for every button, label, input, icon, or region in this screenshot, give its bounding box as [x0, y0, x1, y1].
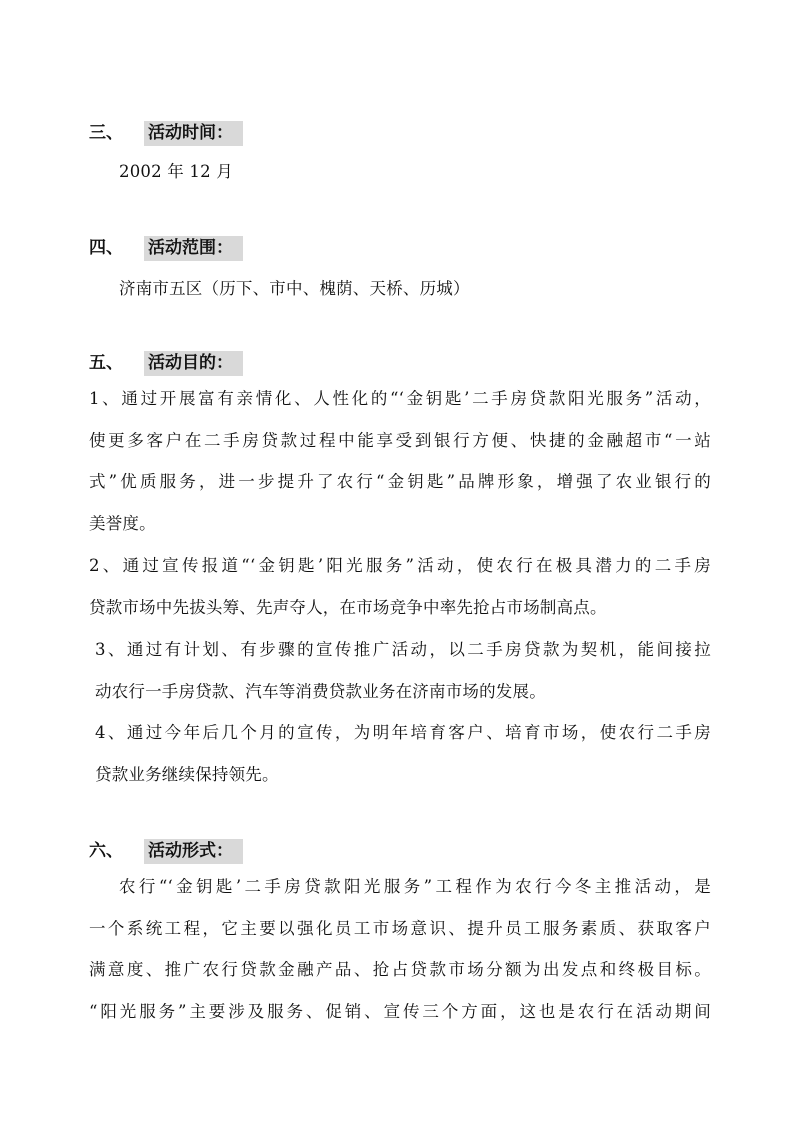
section-number: 四、 — [89, 238, 123, 258]
paragraph-line: 满意度、推广农行贷款金融产品、抢占贷款市场分额为出发点和终极目标。 — [89, 960, 711, 979]
section-heading-purpose — [89, 348, 243, 373]
section-title: 活动目的： — [144, 351, 243, 376]
section-title: 活动范围： — [144, 236, 243, 261]
paragraph-line: 一个系统工程，它主要以强化员工市场意识、提升员工服务素质、获取客户 — [89, 918, 711, 938]
section-title: 活动时间： — [144, 121, 243, 146]
section-title: 活动形式： — [144, 839, 243, 864]
purpose-item-3 — [95, 629, 711, 712]
paragraph-line: “阳光服务”主要涉及服务、促销、宣传三个方面，这也是农行在活动期间 — [89, 1001, 711, 1021]
activity-form-paragraph — [89, 866, 711, 1032]
paragraph-line: 贷款市场中先拔头筹、先声夺人，在市场竞争中率先抢占市场制高点。 — [89, 597, 607, 617]
paragraph-line: 美誉度。 — [89, 513, 156, 533]
paragraph-line: 1、通过开展富有亲情化、人性化的“‘金钥匙’二手房贷款阳光服务”活动， — [89, 389, 711, 408]
section-heading-scope — [89, 233, 243, 258]
section-number: 三、 — [89, 123, 123, 143]
purpose-item-1 — [89, 378, 711, 544]
section-heading-time — [89, 118, 243, 143]
paragraph-line: 农行“‘金钥匙’二手房贷款阳光服务”工程作为农行今冬主推活动，是 — [119, 877, 711, 896]
paragraph-line: 动农行一手房贷款、汽车等消费贷款业务在济南市场的发展。 — [95, 681, 546, 701]
paragraph-line: 使更多客户在二手房贷款过程中能享受到银行方便、快捷的金融超市“一站 — [89, 430, 711, 450]
purpose-item-2 — [89, 545, 711, 628]
section-number: 五、 — [89, 353, 123, 373]
purpose-item-4 — [95, 712, 711, 795]
paragraph-line: 2、通过宣传报道“‘金钥匙’阳光服务”活动，使农行在极具潜力的二手房 — [89, 556, 711, 575]
paragraph-line: 式”优质服务，进一步提升了农行“金钥匙”品牌形象，增强了农业银行的 — [89, 472, 711, 491]
section-number: 六、 — [89, 841, 123, 861]
activity-scope-text: 济南市五区（历下、市中、槐荫、天桥、历城） — [119, 279, 470, 298]
activity-time-text: 2002 年 12 月 — [119, 162, 233, 181]
paragraph-line: 4、通过今年后几个月的宣传，为明年培育客户、培育市场，使农行二手房 — [95, 723, 711, 742]
paragraph-line: 3、通过有计划、有步骤的宣传推广活动，以二手房贷款为契机，能间接拉 — [95, 640, 711, 659]
section-heading-form — [89, 836, 243, 861]
paragraph-line: 贷款业务继续保持领先。 — [95, 764, 279, 784]
